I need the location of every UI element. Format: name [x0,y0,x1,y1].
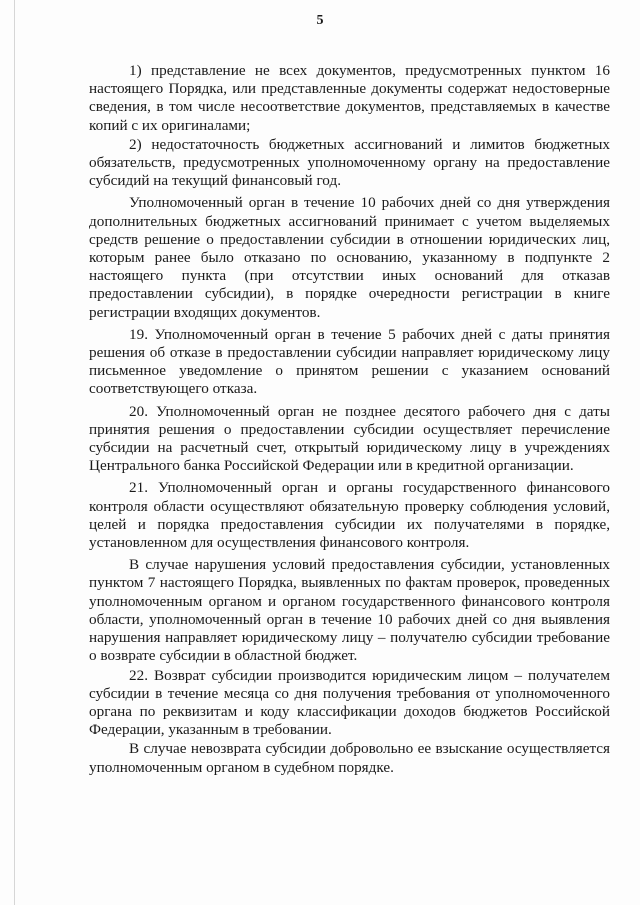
paragraph: В случае невозврата субсидии добровольно ее взыскание осуществляется уполномоченным органом в судебном порядке. [89,740,610,776]
paragraph: 21. Уполномоченный орган и органы государственного финансового контроля области осуществляют обязательную проверку соблюдения условий, целей и порядка предоставления субсидии их получателями в порядке, установленном для осуществления финансового контроля. [89,479,610,552]
paragraph: 19. Уполномоченный орган в течение 5 рабочих дней с даты принятия решения об отказе в предоставлении субсидии направляет юридическому лицу письменное уведомление о принятом решении с указанием оснований соответствующего отказа. [89,325,610,398]
page-number: 5 [316,13,324,28]
page-edge-line [14,0,15,905]
paragraph: Уполномоченный орган в течение 10 рабочих дней со дня утверждения дополнительных бюджетных ассигнований принимает с учетом выделяемых средств решение о предоставлении субсидии в отношении юридических лиц, которым ранее было отказано по основанию, указанному в подпункте 2 настоящего пункта (при отсутствии иных оснований для отказав предоставлении субсидии), в порядке очередности регистрации в книге регистрации входящих документов. [89,194,610,321]
paragraph: В случае нарушения условий предоставления субсидии, установленных пунктом 7 настоящего Порядка, выявленных по фактам проверок, проведенных уполномоченным органом и органом государственного финансового контроля области, уполномоченный орган в течение 10 рабочих дней со дня выявления нарушения направляет юридическому лицу – получателю субсидии требование о возврате субсидии в областной бюджет. [89,556,610,665]
paragraph: 22. Возврат субсидии производится юридическим лицом – получателем субсидии в течение месяца со дня получения требования от уполномоченного органа по реквизитам и коду классификации доходов бюджетов Российской Федерации, указанным в требовании. [89,666,610,739]
paragraph: 2) недостаточность бюджетных ассигнований и лимитов бюджетных обязательств, предусмотренных уполномоченному органу на предоставление субсидий на текущий финансовый год. [89,135,610,190]
document-body [89,62,610,778]
paragraph: 1) представление не всех документов, предусмотренных пунктом 16 настоящего Порядка, или представленные документы содержат недостоверные сведения, в том числе несоответствие документов, представляемых в качестве копий с их оригиналами; [89,62,610,134]
paragraph: 20. Уполномоченный орган не позднее десятого рабочего дня с даты принятия решения о предоставлении субсидии осуществляет перечисление субсидии на расчетный счет, открытый юридическому лицу в учреждениях Центрального банка Российской Федерации или в кредитной организации. [89,402,610,475]
